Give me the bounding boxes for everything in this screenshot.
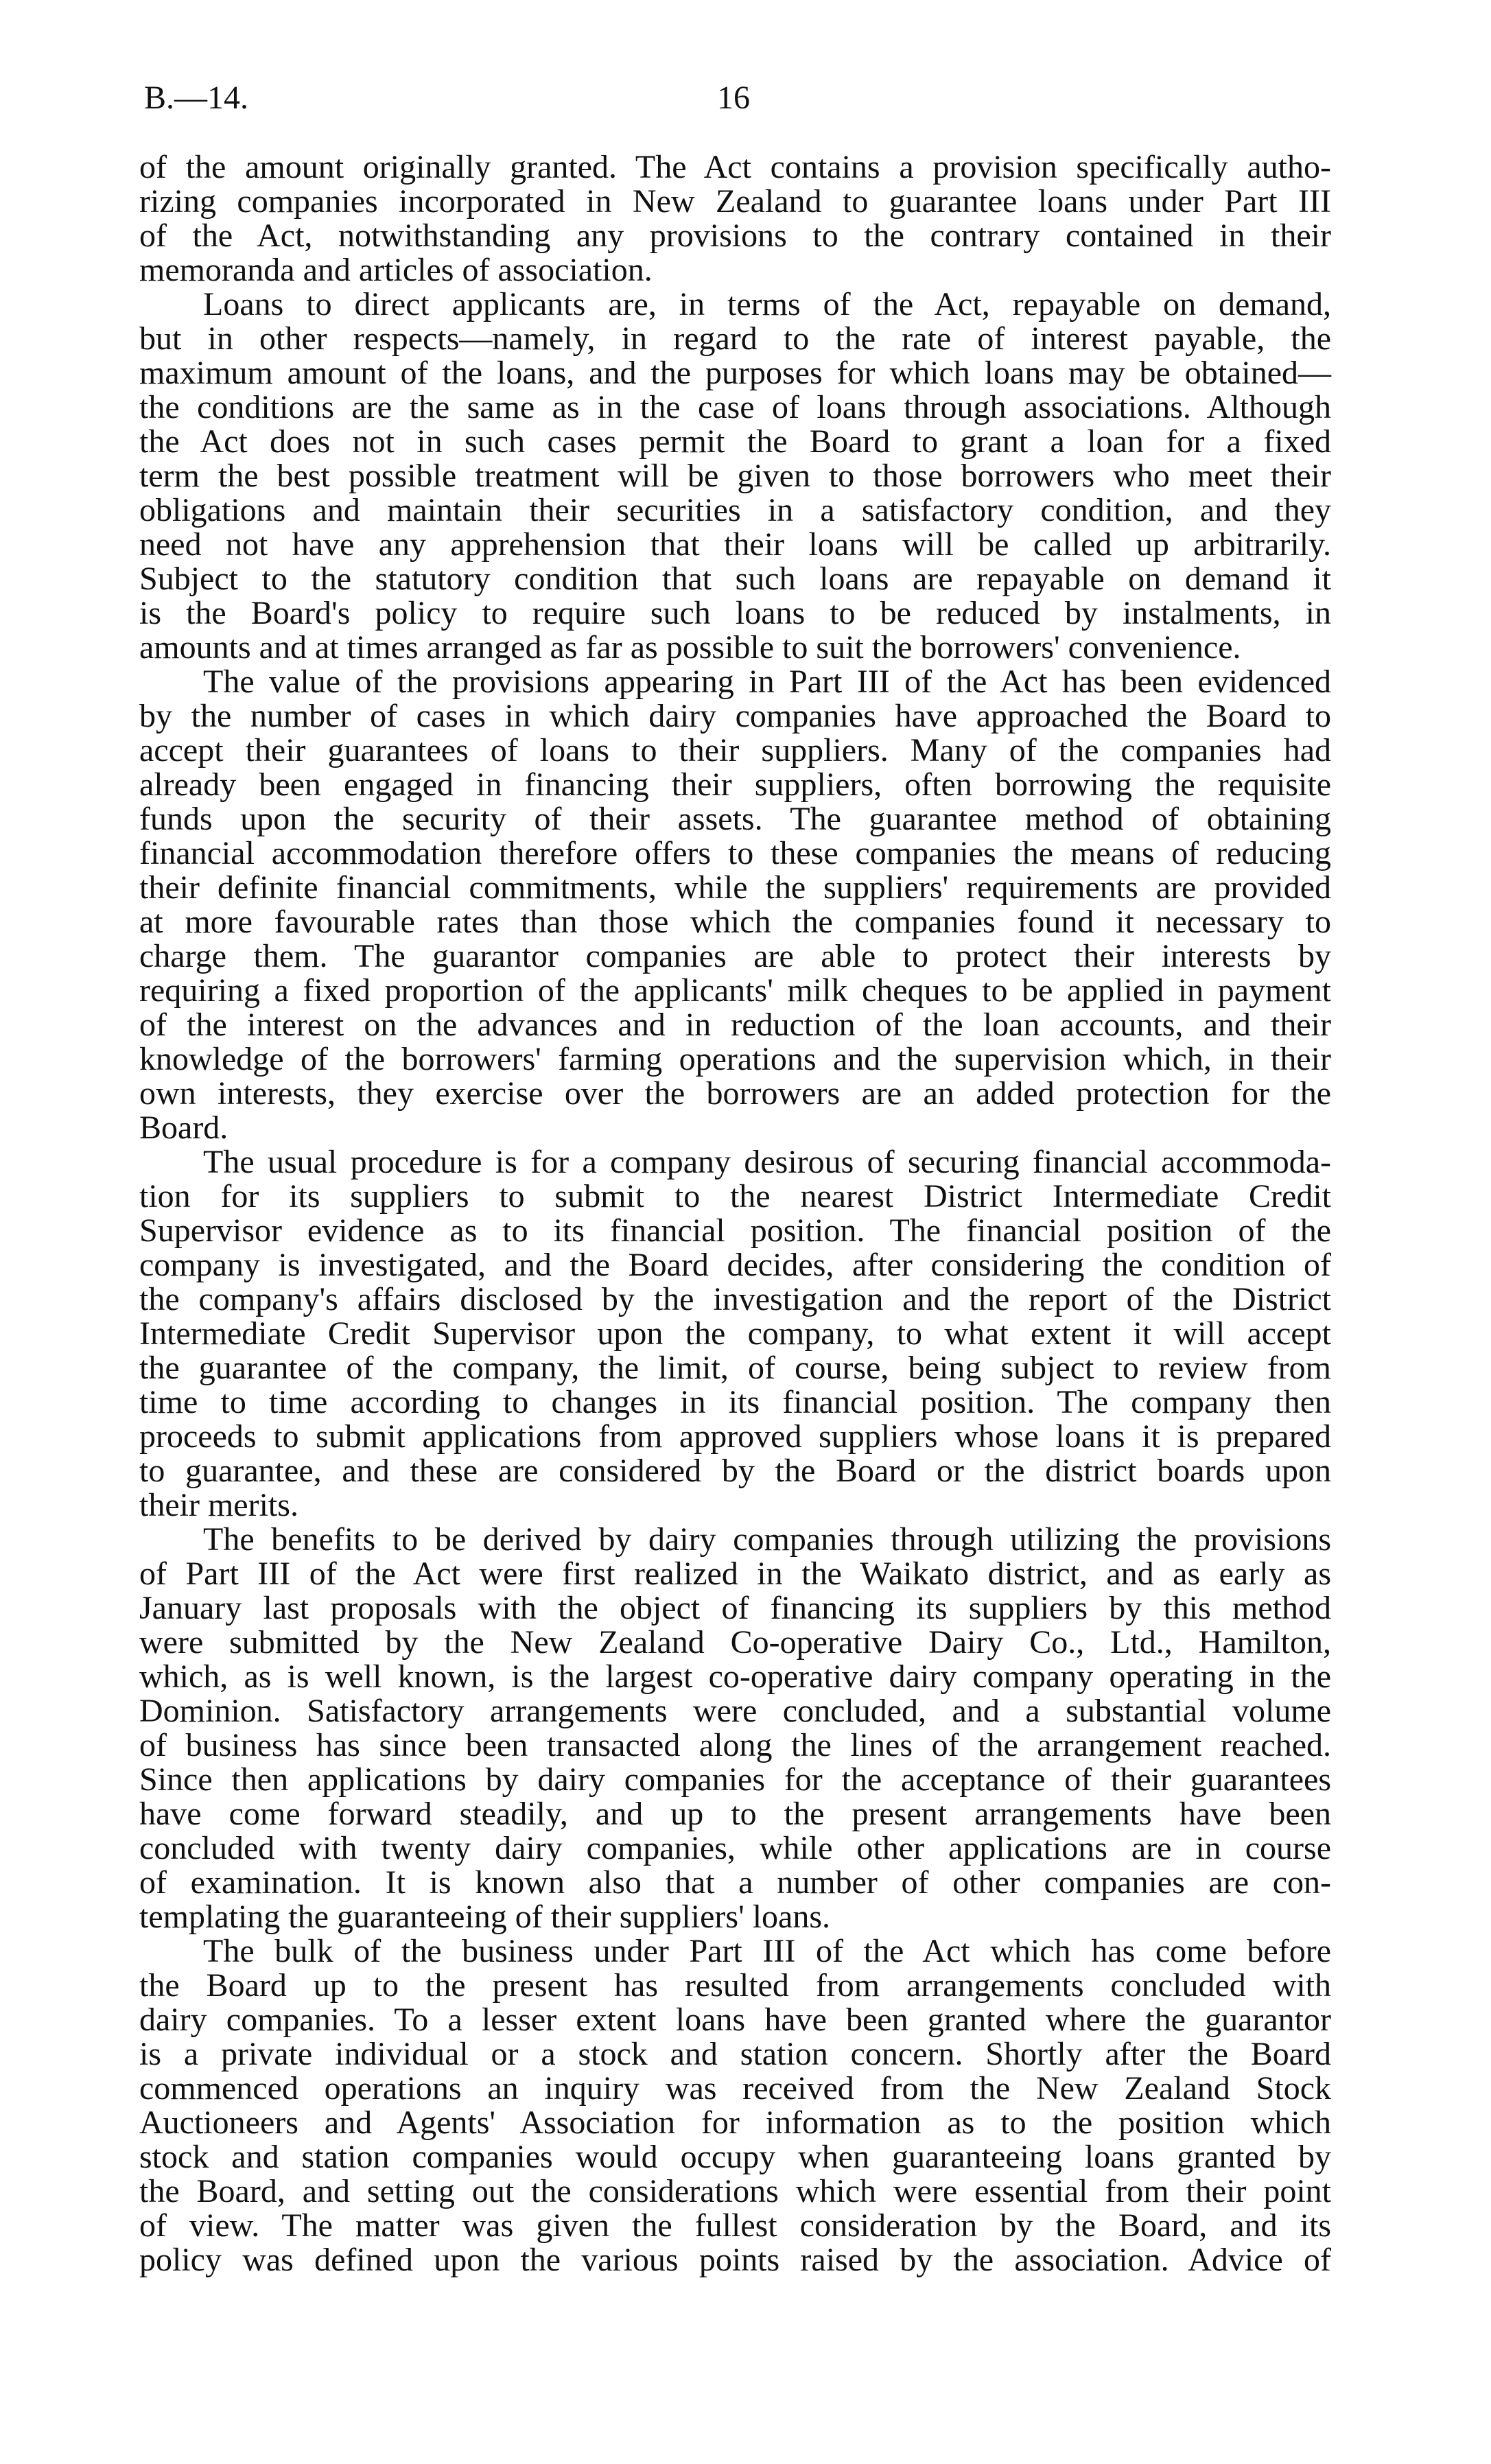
text-line: The usual procedure is for a company desirous of securing financial accommoda-: [203, 1144, 1331, 1180]
text-line: funds upon the security of their assets. The guarantee method of obtaining: [139, 801, 1331, 837]
text-line: commenced operations an inquiry was received from the New Zealand Stock: [139, 2070, 1331, 2107]
text-line: of view. The matter was given the fullest consideration by the Board, and its: [139, 2207, 1331, 2244]
text-line: memoranda and articles of association.: [139, 252, 653, 288]
text-line: financial accommodation therefore offers to these companies the means of reducing: [139, 835, 1331, 871]
text-line: stock and station companies would occupy when guaranteeing loans granted by: [139, 2139, 1331, 2175]
paragraph: [139, 665, 1331, 1145]
text-line: own interests, they exercise over the borrowers are an added protection for the: [139, 1075, 1331, 1112]
text-line: of the Act, notwithstanding any provisions to the contrary contained in their: [139, 218, 1331, 254]
text-line: charge them. The guarantor companies are able to protect their interests by: [139, 938, 1331, 974]
text-line: the Board, and setting out the considerations which were essential from their point: [139, 2173, 1331, 2209]
text-line: rizing companies incorporated in New Zealand to guarantee loans under Part III: [139, 183, 1331, 220]
text-line: at more favourable rates than those which the companies found it necessary to: [139, 904, 1331, 940]
text-line: the company's affairs disclosed by the investigation and the report of the District: [139, 1281, 1331, 1317]
text-line: already been engaged in financing their suppliers, often borrowing the requisite: [139, 766, 1331, 803]
text-line: accept their guarantees of loans to their suppliers. Many of the companies had: [139, 732, 1331, 768]
paragraph: [139, 1145, 1331, 1523]
text-line: dairy companies. To a lesser extent loans have been granted where the guarantor: [139, 2002, 1331, 2038]
paragraph: [139, 1934, 1331, 2277]
text-line: obligations and maintain their securities in a satisfactory condition, and they: [139, 492, 1331, 528]
text-line: Auctioneers and Agents' Association for information as to the position which: [139, 2104, 1331, 2141]
text-line: but in other respects—namely, in regard to the rate of interest payable, the: [139, 320, 1331, 357]
text-line: to guarantee, and these are considered by the Board or the district boards upon: [139, 1453, 1331, 1489]
text-line: the Act does not in such cases permit the Board to grant a loan for a fixed: [139, 423, 1331, 460]
text-line: term the best possible treatment will be given to those borrowers who meet their: [139, 458, 1331, 494]
text-line: concluded with twenty dairy companies, while other applications are in course: [139, 1830, 1331, 1866]
text-line: tion for its suppliers to submit to the nearest District Intermediate Credit: [139, 1178, 1331, 1215]
text-line: Intermediate Credit Supervisor upon the company, to what extent it will accept: [139, 1315, 1331, 1352]
text-line: requiring a fixed proportion of the applicants' milk cheques to be applied in payment: [139, 972, 1331, 1009]
text-line: which, as is well known, is the largest co-operative dairy company operating in the: [139, 1658, 1331, 1695]
body-text: [139, 150, 1331, 2277]
paragraph: [139, 1523, 1331, 1934]
text-line: the guarantee of the company, the limit, of course, being subject to review from: [139, 1350, 1331, 1386]
text-line: is a private individual or a stock and station concern. Shortly after the Board: [139, 2036, 1331, 2072]
text-line: maximum amount of the loans, and the purposes for which loans may be obtained—: [139, 355, 1331, 391]
paragraph: [139, 288, 1331, 665]
text-line: Supervisor evidence as to its financial position. The financial position of the: [139, 1212, 1331, 1249]
text-line: of examination. It is known also that a number of other companies are con-: [139, 1864, 1331, 1901]
text-line: the Board up to the present has resulted from arrangements concluded with: [139, 1967, 1331, 2004]
text-line: policy was defined upon the various points raised by the association. Advice of: [139, 2242, 1331, 2278]
text-line: by the number of cases in which dairy companies have approached the Board to: [139, 698, 1331, 734]
text-line: their merits.: [139, 1487, 298, 1523]
text-line: Since then applications by dairy companies for the acceptance of their guarantees: [139, 1761, 1331, 1798]
text-line: The benefits to be derived by dairy companies through utilizing the provisions: [203, 1521, 1331, 1558]
text-line: January last proposals with the object of financing its suppliers by this method: [139, 1590, 1331, 1626]
text-line: amounts and at times arranged as far as possible to suit the borrowers' convenience.: [139, 629, 1241, 666]
text-line: The bulk of the business under Part III of the Act which has come before: [203, 1933, 1331, 1969]
text-line: need not have any apprehension that their loans will be called up arbitrarily.: [139, 526, 1331, 563]
paragraph: [139, 150, 1331, 288]
page-number: 16: [717, 80, 750, 116]
document-reference: B.—14.: [144, 80, 249, 116]
text-line: were submitted by the New Zealand Co-operative Dairy Co., Ltd., Hamilton,: [139, 1624, 1331, 1661]
text-line: of Part III of the Act were first realized in the Waikato district, and as early as: [139, 1556, 1331, 1592]
text-line: is the Board's policy to require such loans to be reduced by instalments, in: [139, 595, 1331, 631]
text-line: Board.: [139, 1110, 228, 1146]
text-line: company is investigated, and the Board decides, after considering the condition of: [139, 1247, 1331, 1283]
text-line: proceeds to submit applications from approved suppliers whose loans it is prepared: [139, 1418, 1331, 1455]
text-line: of the amount originally granted. The Act contains a provision specifically autho-: [139, 149, 1331, 185]
text-line: The value of the provisions appearing in Part III of the Act has been evidenced: [203, 664, 1331, 700]
text-line: of the interest on the advances and in reduction of the loan accounts, and their: [139, 1007, 1331, 1043]
text-line: the conditions are the same as in the case of loans through associations. Although: [139, 389, 1331, 425]
text-line: of business has since been transacted along the lines of the arrangement reached.: [139, 1727, 1331, 1763]
text-line: Subject to the statutory condition that such loans are repayable on demand it: [139, 561, 1331, 597]
text-line: knowledge of the borrowers' farming operations and the supervision which, in their: [139, 1041, 1331, 1077]
text-line: Dominion. Satisfactory arrangements were concluded, and a substantial volume: [139, 1693, 1331, 1729]
text-line: templating the guaranteeing of their suppliers' loans.: [139, 1899, 831, 1935]
text-line: their definite financial commitments, while the suppliers' requirements are provided: [139, 869, 1331, 906]
text-line: Loans to direct applicants are, in terms of the Act, repayable on demand,: [203, 286, 1331, 322]
text-line: have come forward steadily, and up to the present arrangements have been: [139, 1796, 1331, 1832]
text-line: time to time according to changes in its financial position. The company then: [139, 1384, 1331, 1420]
